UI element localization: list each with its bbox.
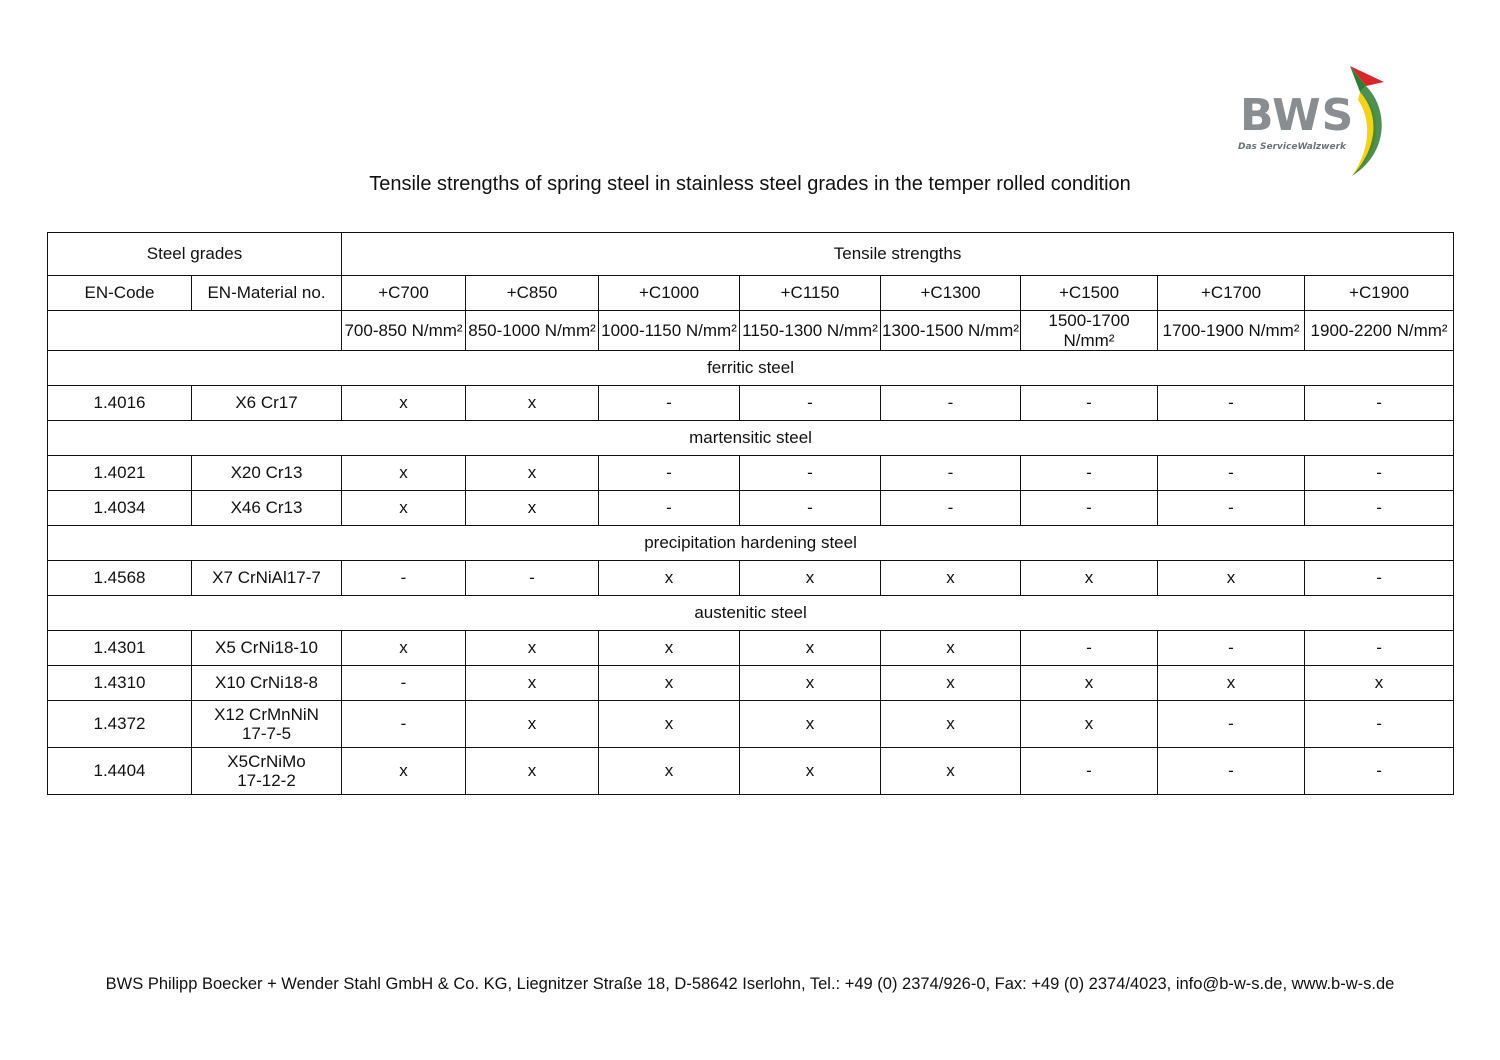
range-cell: 700-850 N/mm² xyxy=(342,311,466,351)
availability-cell: x xyxy=(466,491,599,526)
availability-cell: x xyxy=(342,631,466,666)
availability-cell: - xyxy=(342,561,466,596)
availability-cell: x xyxy=(1021,561,1158,596)
availability-cell: - xyxy=(1158,456,1305,491)
tensile-strength-table xyxy=(47,232,1454,795)
en-material-cell xyxy=(192,561,342,596)
availability-cell: - xyxy=(342,666,466,701)
availability-cell: - xyxy=(1305,748,1454,795)
availability-cell: x xyxy=(881,666,1021,701)
availability-cell: x xyxy=(342,386,466,421)
column-header-row xyxy=(48,276,1454,311)
availability-cell: x xyxy=(599,748,740,795)
availability-cell: - xyxy=(1158,631,1305,666)
group-header-row xyxy=(48,233,1454,276)
availability-cell: x xyxy=(466,666,599,701)
grade-header: +C1900 xyxy=(1305,276,1454,311)
availability-cell: x xyxy=(740,666,881,701)
en-code-cell: 1.4372 xyxy=(48,701,192,748)
section-title: austenitic steel xyxy=(48,596,1454,631)
range-cell: 850-1000 N/mm² xyxy=(466,311,599,351)
availability-cell: - xyxy=(342,701,466,748)
grade-header: +C1150 xyxy=(740,276,881,311)
en-code-cell: 1.4310 xyxy=(48,666,192,701)
table-row xyxy=(48,701,1454,748)
availability-cell: - xyxy=(1305,491,1454,526)
steel-grades-header: Steel grades xyxy=(48,233,342,276)
grade-header: +C850 xyxy=(466,276,599,311)
range-row xyxy=(48,311,1454,351)
range-blank-cell xyxy=(48,311,342,351)
availability-cell: - xyxy=(881,456,1021,491)
availability-cell: x xyxy=(466,456,599,491)
availability-cell: - xyxy=(881,386,1021,421)
availability-cell: - xyxy=(1021,631,1158,666)
material-line: X20 Cr13 xyxy=(230,463,303,483)
availability-cell: x xyxy=(1158,666,1305,701)
range-cell: 1000-1150 N/mm² xyxy=(599,311,740,351)
table-row xyxy=(48,456,1454,491)
availability-cell: x xyxy=(466,748,599,795)
availability-cell: x xyxy=(740,631,881,666)
availability-cell: x xyxy=(881,748,1021,795)
availability-cell: x xyxy=(599,561,740,596)
en-code-cell: 1.4016 xyxy=(48,386,192,421)
availability-cell: x xyxy=(1158,561,1305,596)
availability-cell: - xyxy=(466,561,599,596)
availability-cell: - xyxy=(1158,748,1305,795)
availability-cell: - xyxy=(599,491,740,526)
material-line: 17-7-5 xyxy=(241,724,292,744)
availability-cell: x xyxy=(740,701,881,748)
availability-cell: x xyxy=(342,491,466,526)
availability-cell: - xyxy=(1021,456,1158,491)
availability-cell: - xyxy=(1305,456,1454,491)
availability-cell: x xyxy=(740,748,881,795)
availability-cell: x xyxy=(466,386,599,421)
section-title: ferritic steel xyxy=(48,351,1454,386)
section-title: precipitation hardening steel xyxy=(48,526,1454,561)
availability-cell: x xyxy=(599,631,740,666)
table-row xyxy=(48,748,1454,795)
availability-cell: - xyxy=(1305,386,1454,421)
en-code-cell: 1.4301 xyxy=(48,631,192,666)
availability-cell: x xyxy=(342,456,466,491)
logo-wordmark: BWS xyxy=(1240,90,1355,141)
availability-cell: - xyxy=(599,386,740,421)
section-title: martensitic steel xyxy=(48,421,1454,456)
availability-cell: - xyxy=(1021,748,1158,795)
range-cell: 1500-1700 N/mm² xyxy=(1021,311,1158,351)
section-row xyxy=(48,526,1454,561)
availability-cell: - xyxy=(1021,491,1158,526)
availability-cell: - xyxy=(1305,631,1454,666)
bws-logo xyxy=(1232,58,1392,180)
tensile-strengths-header: Tensile strengths xyxy=(342,233,1454,276)
availability-cell: x xyxy=(599,666,740,701)
availability-cell: x xyxy=(342,748,466,795)
table-row xyxy=(48,491,1454,526)
availability-cell: x xyxy=(740,561,881,596)
footer-address: BWS Philipp Boecker + Wender Stahl GmbH & Co. KG, Liegnitzer Straße 18, D-58642 Iserlohn, Tel.: +49 (0) 2374/926-0, Fax: +49 (0) 2374/4023, info@b-w-s.de, www.b-w-s.de xyxy=(105,975,1395,993)
material-line: X6 Cr17 xyxy=(235,393,298,413)
material-line: X10 CrNi18-8 xyxy=(215,673,318,693)
availability-cell: - xyxy=(1305,561,1454,596)
availability-cell: - xyxy=(1158,386,1305,421)
material-line: X12 CrMnNiN xyxy=(214,704,319,724)
availability-cell: x xyxy=(881,561,1021,596)
availability-cell: x xyxy=(466,631,599,666)
en-material-cell xyxy=(192,748,342,795)
en-code-cell: 1.4404 xyxy=(48,748,192,795)
en-material-cell xyxy=(192,456,342,491)
grade-header: +C1500 xyxy=(1021,276,1158,311)
table-row xyxy=(48,386,1454,421)
availability-cell: - xyxy=(881,491,1021,526)
availability-cell: x xyxy=(1305,666,1454,701)
availability-cell: - xyxy=(1158,701,1305,748)
en-material-cell xyxy=(192,631,342,666)
material-line: X46 Cr13 xyxy=(230,498,303,518)
page-title: Tensile strengths of spring steel in stainless steel grades in the temper rolled condition xyxy=(369,173,1131,195)
availability-cell: - xyxy=(740,386,881,421)
grade-header: +C700 xyxy=(342,276,466,311)
availability-cell: - xyxy=(740,491,881,526)
range-cell: 1300-1500 N/mm² xyxy=(881,311,1021,351)
material-line: X7 CrNiAl17-7 xyxy=(212,568,321,588)
section-row xyxy=(48,421,1454,456)
section-row xyxy=(48,351,1454,386)
en-material-cell xyxy=(192,701,342,748)
availability-cell: x xyxy=(881,631,1021,666)
material-line: X5CrNiMo xyxy=(227,751,306,771)
table-row xyxy=(48,666,1454,701)
availability-cell: - xyxy=(1021,386,1158,421)
en-code-header: EN-Code xyxy=(48,276,192,311)
material-line: 17-12-2 xyxy=(237,771,296,791)
en-code-cell: 1.4568 xyxy=(48,561,192,596)
availability-cell: - xyxy=(740,456,881,491)
availability-cell: x xyxy=(466,701,599,748)
en-material-cell xyxy=(192,666,342,701)
material-line: X5 CrNi18-10 xyxy=(215,638,318,658)
en-code-cell: 1.4021 xyxy=(48,456,192,491)
logo-tagline: Das ServiceWalzwerk xyxy=(1238,142,1347,152)
en-material-header: EN-Material no. xyxy=(192,276,342,311)
en-code-cell: 1.4034 xyxy=(48,491,192,526)
availability-cell: x xyxy=(599,701,740,748)
en-material-cell xyxy=(192,386,342,421)
availability-cell: - xyxy=(1158,491,1305,526)
grade-header: +C1300 xyxy=(881,276,1021,311)
grade-header: +C1700 xyxy=(1158,276,1305,311)
grade-header: +C1000 xyxy=(599,276,740,311)
range-cell: 1900-2200 N/mm² xyxy=(1305,311,1454,351)
table-row xyxy=(48,561,1454,596)
section-row xyxy=(48,596,1454,631)
range-cell: 1150-1300 N/mm² xyxy=(740,311,881,351)
availability-cell: x xyxy=(1021,666,1158,701)
availability-cell: - xyxy=(1305,701,1454,748)
range-cell: 1700-1900 N/mm² xyxy=(1158,311,1305,351)
table-row xyxy=(48,631,1454,666)
availability-cell: x xyxy=(881,701,1021,748)
availability-cell: - xyxy=(599,456,740,491)
en-material-cell xyxy=(192,491,342,526)
availability-cell: x xyxy=(1021,701,1158,748)
